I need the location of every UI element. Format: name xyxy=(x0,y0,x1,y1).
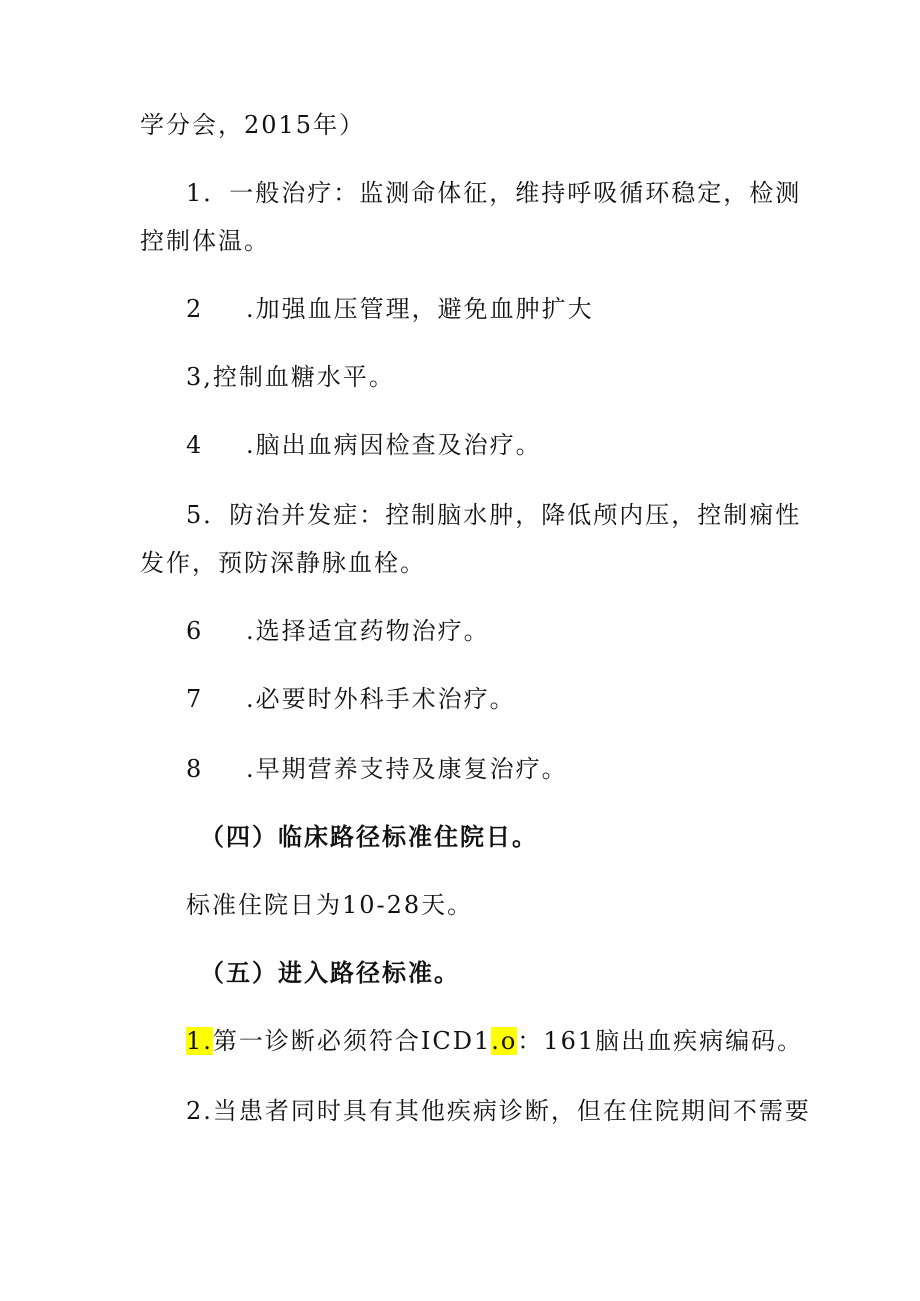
list-item-3 xyxy=(186,360,395,394)
line-text: .必要时外科手术治疗。 xyxy=(246,685,516,713)
line-text: .加强血压管理，避免血肿扩大 xyxy=(246,295,594,323)
list-item-1 xyxy=(186,176,801,210)
list-item-criteria-2 xyxy=(186,1094,811,1128)
line-text: 5．防治并发症：控制脑水肿，降低颅内压，控制痫性 xyxy=(186,501,802,529)
text-line xyxy=(140,108,365,142)
heading-text: （四）临床路径标准住院日。 xyxy=(200,822,538,851)
list-item-6 xyxy=(186,614,490,648)
list-item-2 xyxy=(186,292,594,326)
line-text: 学分会，2015年） xyxy=(140,111,366,139)
highlighted-number: 1. xyxy=(186,1027,213,1055)
list-item-4 xyxy=(186,428,542,462)
list-item-criteria-1 xyxy=(186,1024,803,1058)
text-line xyxy=(140,224,270,258)
line-text: ：161脑出血疾病编码。 xyxy=(517,1027,804,1055)
line-text: 标准住院日为10-28天。 xyxy=(186,891,474,919)
highlighted-text: .o xyxy=(491,1027,518,1055)
text-line xyxy=(140,546,426,580)
list-number: 6 xyxy=(186,617,204,645)
line-text: 发作，预防深静脉血栓。 xyxy=(140,549,426,577)
line-text: 2.当患者同时具有其他疾病诊断，但在住院期间不需要 xyxy=(186,1097,811,1125)
heading-text: （五）进入路径标准。 xyxy=(200,958,460,987)
line-text: 1．一般治疗：监测命体征，维持呼吸循环稳定，检测 xyxy=(186,179,802,207)
text-line xyxy=(186,888,473,922)
section-heading-4 xyxy=(200,820,538,854)
line-text: .选择适宜药物治疗。 xyxy=(246,617,490,645)
section-heading-5 xyxy=(200,956,460,990)
list-number: 8 xyxy=(186,755,204,783)
line-text: .脑出血病因检查及治疗。 xyxy=(246,431,542,459)
list-number: 2 xyxy=(186,295,204,323)
list-number: 4 xyxy=(186,431,204,459)
line-text: 第一诊断必须符合ICD1 xyxy=(212,1027,492,1055)
list-item-5 xyxy=(186,498,801,532)
line-text: .早期营养支持及康复治疗。 xyxy=(246,755,568,783)
list-item-8 xyxy=(186,752,568,786)
list-item-7 xyxy=(186,682,516,716)
list-number: 7 xyxy=(186,685,204,713)
line-text: 3,控制血糖水平。 xyxy=(186,363,395,391)
line-text: 控制体温。 xyxy=(140,227,270,255)
